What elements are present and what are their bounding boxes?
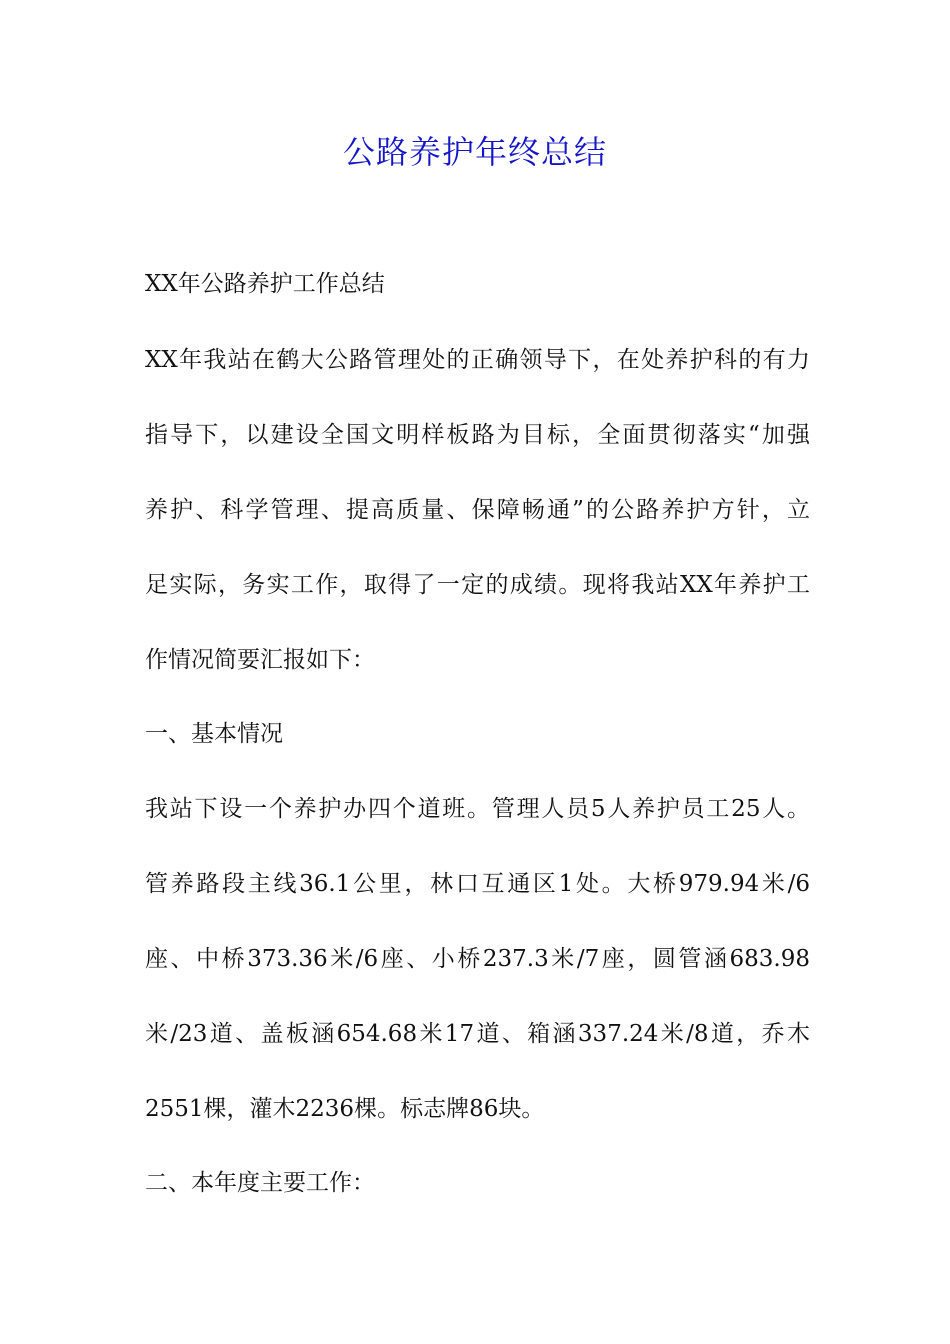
basic-line-3: 座、中桥373.36米/6座、小桥237.3米/7座，圆管涵683.98 bbox=[145, 946, 810, 972]
section-heading-basic: 一、基本情况 bbox=[145, 721, 283, 747]
basic-line-2: 管养路段主线36.1公里，林口互通区1处。大桥979.94米/6 bbox=[145, 871, 810, 897]
basic-line-1: 我站下设一个养护办四个道班。管理人员5人养护员工25人。 bbox=[145, 796, 810, 822]
intro-line-5: 作情况简要汇报如下： bbox=[145, 647, 375, 673]
intro-line-2: 指导下，以建设全国文明样板路为目标，全面贯彻落实“加强 bbox=[145, 422, 810, 448]
intro-line-1: XX年我站在鹤大公路管理处的正确领导下，在处养护科的有力 bbox=[145, 347, 810, 373]
subtitle: XX年公路养护工作总结 bbox=[145, 271, 385, 297]
basic-line-5: 2551棵，灌木2236棵。标志牌86块。 bbox=[145, 1096, 545, 1122]
intro-line-3: 养护、科学管理、提高质量、保障畅通”的公路养护方针，立 bbox=[145, 497, 810, 523]
document-title: 公路养护年终总结 bbox=[342, 133, 607, 171]
basic-line-4: 米/23道、盖板涵654.68米17道、箱涵337.24米/8道，乔木 bbox=[145, 1021, 810, 1047]
section-heading-main-work: 二、本年度主要工作： bbox=[145, 1170, 375, 1196]
intro-line-4: 足实际，务实工作，取得了一定的成绩。现将我站XX年养护工 bbox=[145, 572, 810, 598]
